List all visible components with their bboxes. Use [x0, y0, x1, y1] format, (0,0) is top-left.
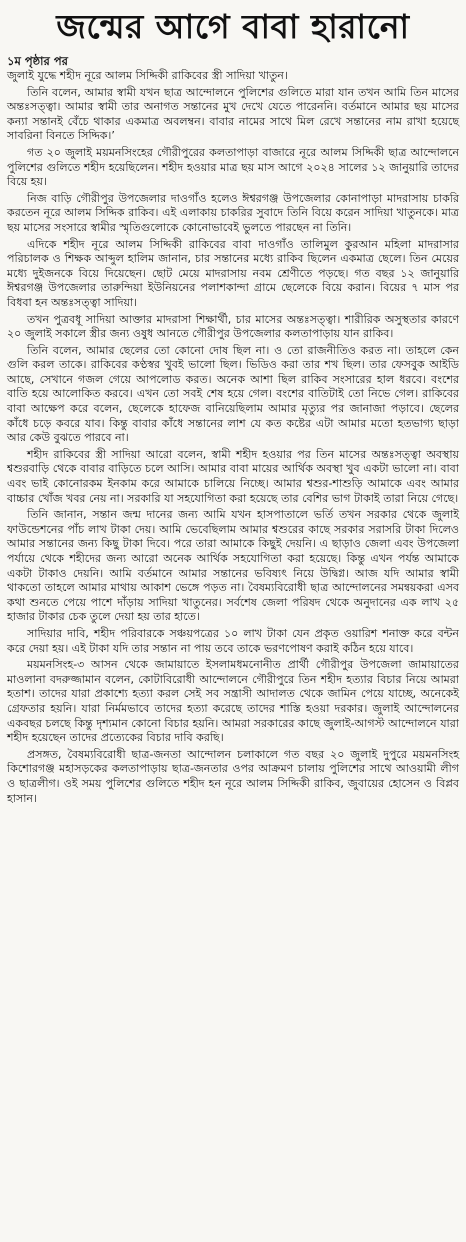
paragraph: তিনি বলেন, আমার স্বামী যখন ছাত্র আন্দোলনে পুলিশের গুলিতে মারা যান তখন আমি তিন মাসের অন্তঃসত্ত্বা। আমার স্বামী তার অনাগত সন্তানের মুখ দেখে যেতে পারেননি। বর্তমানে আমার ছয় মাসের কন্যা সন্তানই বেঁচে থাকার একমাত্র অবলম্বন। বাবার নামের সাথে মিল রেখে সন্তানের নাম রাখা হয়েছে সাবরিনা বিনতে সিদ্দিক।’: [7, 85, 459, 143]
paragraph: তিনি জানান, সন্তান জন্ম দানের জন্য আমি যখন হাসপাতালে ভর্তি তখন সরকার থেকে জুলাই ফাউন্ডেশনের পাঁচ লাখ টাকা দেয়। আমি ভেবেছিলাম আমার শ্বশুরের কাছে সরকার সরাসরি টাকা দিলেও আমার সন্তানের জন্য কিছু টাকা দিবে। পরে তারা আমাকে কিছুই দেয়নি। এ ছাড়াও জেলা এবং উপজেলা পর্যায়ে থেকে শহীদের জন্য আরো অনেক আর্থিক সহযোগিতা করা হয়েছে। কিন্তু এখন পর্যন্ত আমাকে একটা টাকাও দেয়নি। আমি বর্তমানে আমার সন্তানের ভবিষ্যৎ নিয়ে উদ্বিগ্ন। আজ যদি আমার স্বামী থাকতো তাহলে আমার মাথায় আকাশ ভেঙ্গে পড়ত না। বৈষম্যবিরোধী ছাত্র আন্দোলনের সমন্বয়করা এসব কথা শুনতে পেয়ে পাশে দাঁড়ায় সাদিয়া খাতুনের। সর্বশেষ জেলা পরিষদ থেকে অনুদানের এক লাখ ২৫ হাজার টাকার চেক তুলে দেয়া হয় তার হাতে।: [7, 508, 459, 624]
paragraph: তখন পুত্রবধূ সাদিয়া আক্তার মাদরাসা শিক্ষার্থী, চার মাসের অন্তঃসত্ত্বা। শারীরিক অসুস্থতার কারণে ২০ জুলাই সকালে স্ত্রীর জন্য ওষুধ আনতে গৌরীপুর উপজেলার কলতাপাড়ায় যান রাকিব।: [7, 312, 459, 341]
paragraph: গত ২০ জুলাই ময়মনসিংহের গৌরীপুরের কলতাপাড়া বাজারে নূরে আলম সিদ্দিকী ছাত্র আন্দোলনে পুলিশের গুলিতে শহীদ হয়েছিলেন। শহীদ হওয়ার মাত্র ছয় মাস আগে ২০২৪ সালের ১২ জানুয়ারি তাদের বিয়ে হয়।: [7, 145, 459, 189]
article-headline: জন্মের আগে বাবা হারানো: [56, 7, 410, 46]
paragraph: জুলাই যুদ্ধে শহীদ নূরে আলম সিদ্দিকী রাকিবের স্ত্রী সাদিয়া খাতুন।: [7, 69, 288, 82]
continuation-note: ১ম পৃষ্ঠার পর: [7, 54, 68, 68]
paragraph: ময়মনসিংহ-৩ আসন থেকে জামায়াতে ইসলামধমনোনীত প্রার্থী গৌরীপুর উপজেলা জামায়াতের মাওলানা বদরুজ্জামান বলেন, কোটাবিরোধী আন্দোলনে গৌরীপুরে তিন শহীদ হত্যার বিচার নিয়ে আমরা হতাশ। তাদের যারা প্রকাশ্যে হত্যা করল সেই সব সন্ত্রাসী আদালত থেকে জামিন পেয়ে যাচ্ছে, অনেকেই গ্রেফতার হয়নি। যারা নির্মমভাবে তাদের হত্যা করেছে তাদের শাস্তি হওয়া দরকার। জুলাই আন্দোলনের একবছর চলছে কিন্তু দৃশ্যমান কোনো বিচার হয়নি। আমরা সরকারের কাছে জুলাই-আগস্ট আন্দোলনে যারা শহীদ হয়েছেন তাদের প্রত্যেকের বিচার দাবি করছি।: [7, 658, 459, 745]
paragraph: নিজ বাড়ি গৌরীপুর উপজেলার দাওগাঁও হলেও ঈশ্বরগঞ্জ উপজেলার কোনাপাড়া মাদরাসায় চাকরি করতেন নূরে আলম সিদ্দিক রাকিব। এই এলাকায় চাকরির সুবাদে তিনি বিয়ে করেন সাদিয়া খাতুনকে। মাত্র ছয় মাসের সংসারে স্বামীর স্মৃতিগুলোকে কোনোভাবেই ভুলতে পারছেন না তিনি।: [7, 191, 459, 234]
paragraph: এদিকে শহীদ নূরে আলম সিদ্দিকী রাকিবের বাবা দাওগাঁও তালিমুল কুরআন মহিলা মাদরাসার পরিচালক ও শিক্ষক আব্দুল হালিম জানান, চার সন্তানের মধ্যে রাকিব ছিলেন একমাত্র ছেলে। তিন মেয়ের মধ্যে দুইজনকে বিয়ে দিয়েছেন। ছোট মেয়ে মাদরাসায় নবম শ্রেণীতে পড়ছে। গত বছর ১২ জানুয়ারি ঈশ্বরগঞ্জ উপজেলার তারুন্দিয়া ইউনিয়নের পলাশকান্দা গ্রামে ছেলেকে বিয়ে করান। বিয়ের ৭ মাস পর বিধবা হন অন্তঃসত্ত্বা সাদিয়া।: [7, 237, 459, 309]
paragraph: সাদিয়ার দাবি, শহীদ পরিবারকে সঞ্চয়পত্রের ১০ লাখ টাকা যেন প্রকৃত ওয়ারিশ শনাক্ত করে বন্টন করে দেয়া হয়। এই টাকা যদি তার সন্তান না পায় তবে তাকে ভরণপোষণ করাই কঠিন হয়ে যাবে।: [7, 626, 459, 655]
article-body: [7, 69, 459, 806]
paragraph: প্রসঙ্গত, বৈষম্যবিরোধী ছাত্র-জনতা আন্দোলন চলাকালে গত বছর ২০ জুলাই দুপুরে ময়মনসিংহ কিশোরগঞ্জ মহাসড়কের কলতাপাড়ায় ছাত্র-জনতার ওপর আক্রমণ চালায় পুলিশের সাথে আওয়ামী লীগ ও ছাত্রলীগ। ওই সময় পুলিশের গুলিতে শহীদ হন নূরে আলম সিদ্দিকী রাকিব, জুবায়ের হোসেন ও বিপ্লব হাসান।: [7, 747, 459, 805]
paragraph: শহীদ রাকিবের স্ত্রী সাদিয়া আরো বলেন, স্বামী শহীদ হওয়ার পর তিন মাসের অন্তঃসত্ত্বা অবস্থায় শ্বশুরবাড়ি থেকে বাবার বাড়িতে চলে আসি। আমার বাবা মায়ের আর্থিক অবস্থা খুব একটা ভালো না। বাবা এবং ভাই কোনোরকম ইনকাম করে আমাকে চালিয়ে নিচ্ছে। আমার শ্বশুর-শাশুড়ি আমাকে এবং আমার বাচ্চার খোঁজ খবর নেয় না। সরকারি যা সহযোগিতা করা হয়েছে তার বেশির ভাগ টাকাই তারা নিয়ে গেছে।: [7, 447, 459, 505]
paragraph: তিনি বলেন, আমার ছেলের তো কোনো দোষ ছিল না। ও তো রাজনীতিও করত না। তাহলে কেন গুলি করল তাকে। রাকিবের কণ্ঠস্বর খুবই ভালো ছিল। ভিডিও করা তার শখ ছিল। তার ফেসবুক আইডি আছে, সেখানে গজল গেয়ে আপলোড করত। অনেক আশা ছিল রাকিব সংসারের হাল ধরবে। বংশের বাতি হয়ে আলোকিত করবে। এখন তো সবই শেষ হয়ে গেল। বংশের বাতিটাই তো নিভে গেল। রাকিবের বাবা আক্ষেপ করে বলেন, ছেলেকে হাফেজ বানিয়েছিলাম আমার মৃত্যুর পর জানাজা পড়াবে। ছেলের কাঁধে চড়ে কবরে যাব। কিন্তু বাবার কাঁধে সন্তানের লাশ যে কত কষ্টের এটা আমার মতো হতভাগ্য ছাড়া আর কেউ বুঝতে পারবে না।: [7, 343, 459, 445]
